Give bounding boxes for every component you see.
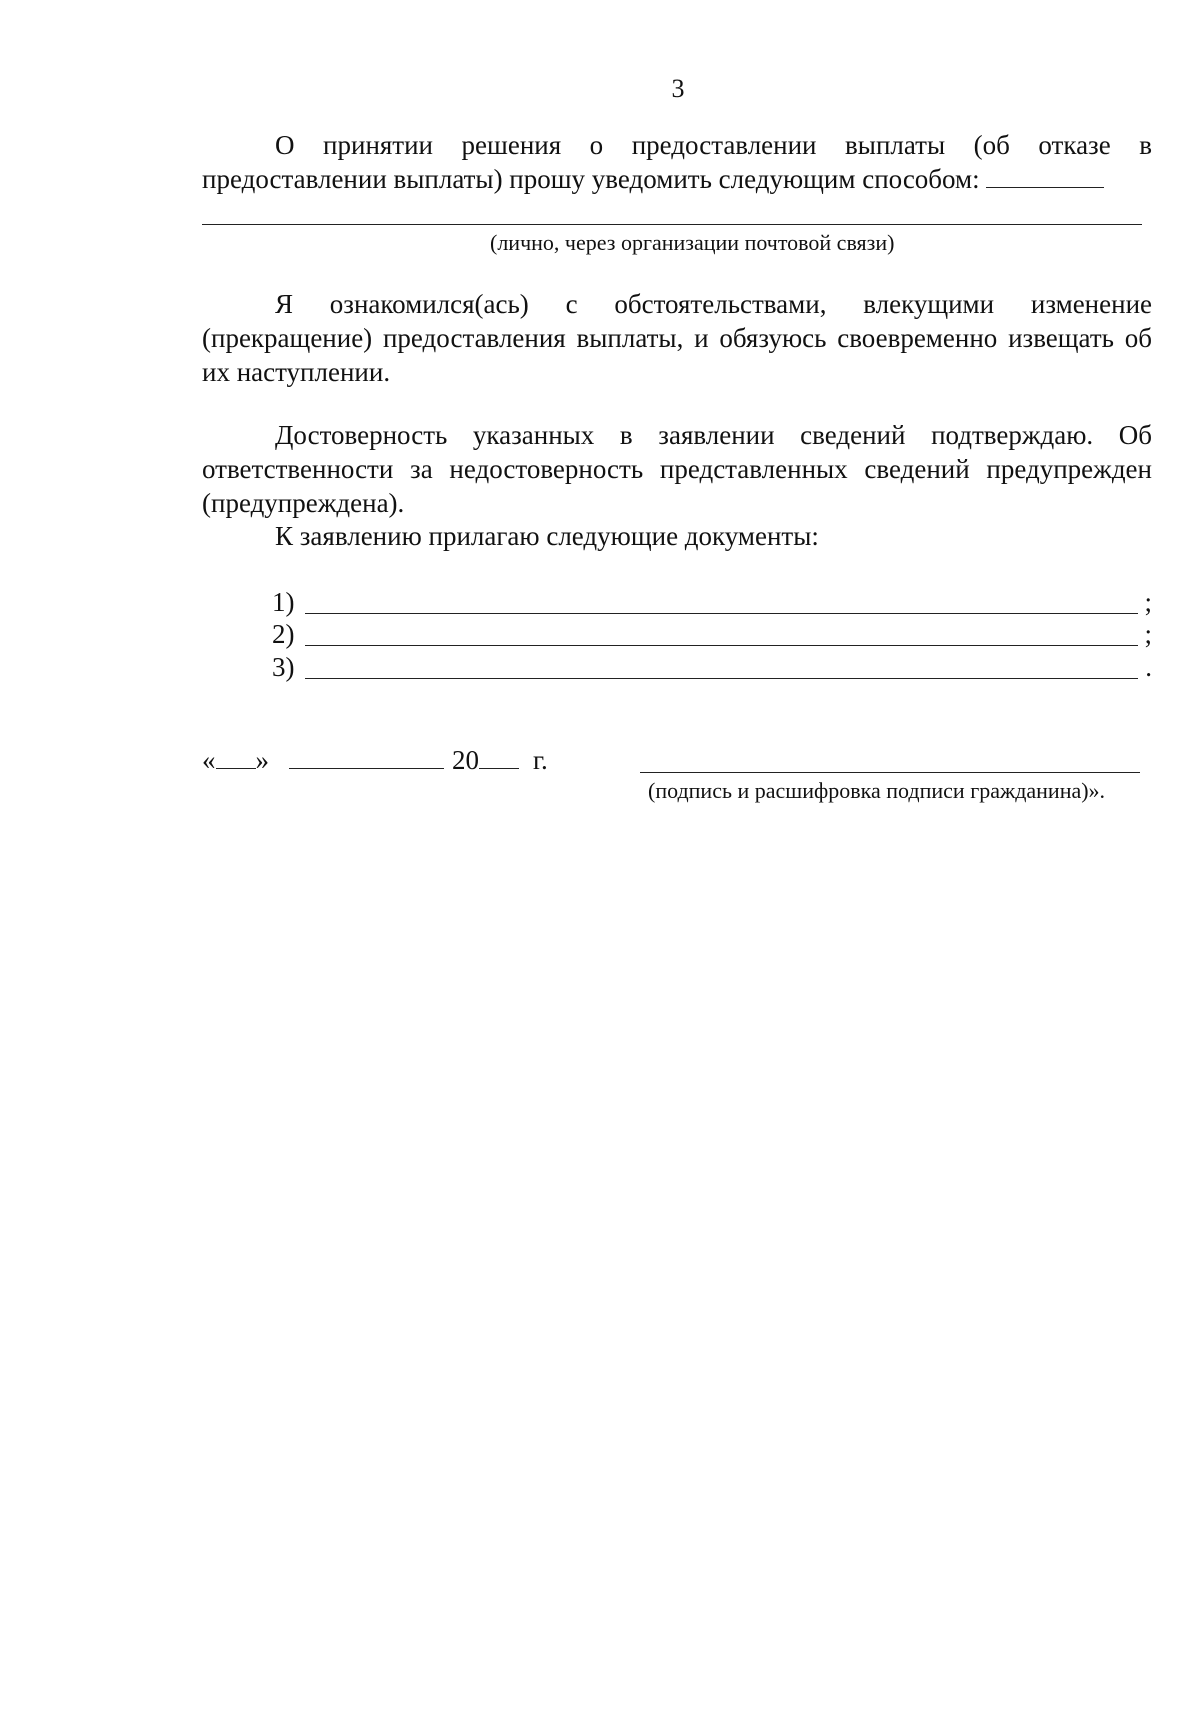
date-close-quote: » xyxy=(255,745,269,775)
date-field xyxy=(202,742,548,777)
document-item-1[interactable] xyxy=(272,586,1152,618)
document-item-blank[interactable] xyxy=(305,613,1138,614)
document-item-3[interactable] xyxy=(272,651,1152,683)
signature-line[interactable] xyxy=(640,772,1140,773)
date-open-quote: « xyxy=(202,745,216,775)
document-item-number: 2) xyxy=(272,619,295,649)
document-item-number: 3) xyxy=(272,652,295,682)
document-item-end: ; xyxy=(1144,587,1152,617)
notification-text: О принятии решения о предоставлении выплаты (об отказе в предоставлении выплаты) прошу уведомить следующим способом: xyxy=(202,130,1152,194)
document-item-blank[interactable] xyxy=(305,645,1138,646)
date-day-blank[interactable] xyxy=(216,742,256,769)
notification-method-hint: (лично, через организации почтовой связи) xyxy=(490,230,895,255)
document-item-blank[interactable] xyxy=(305,678,1138,679)
document-item-end: . xyxy=(1145,652,1152,682)
document-item-end: ; xyxy=(1144,619,1152,649)
notification-method-line[interactable] xyxy=(202,224,1142,225)
documents-intro: К заявлению прилагаю следующие документы: xyxy=(275,521,819,551)
date-year-blank[interactable] xyxy=(479,742,519,769)
signature-hint: (подпись и расшифровка подписи гражданина)». xyxy=(648,778,1106,803)
confirmation-paragraph: Достоверность указанных в заявлении сведений подтверждаю. Об ответственности за недостоверность представленных сведений предупрежден (предупреждена). xyxy=(202,420,1152,518)
date-year-prefix: 20 xyxy=(452,745,479,775)
date-month-blank[interactable] xyxy=(289,742,444,769)
notification-paragraph xyxy=(202,128,1152,196)
date-year-suffix: г. xyxy=(533,745,548,775)
document-item-2[interactable] xyxy=(272,618,1152,650)
notification-method-blank[interactable] xyxy=(986,187,1104,188)
document-item-number: 1) xyxy=(272,587,295,617)
page-number: 3 xyxy=(671,74,685,103)
acknowledgement-paragraph: Я ознакомился(ась) с обстоятельствами, влекущими изменение (прекращение) предоставления выплаты, и обязуюсь своевременно извещать об их наступлении. xyxy=(202,289,1152,387)
